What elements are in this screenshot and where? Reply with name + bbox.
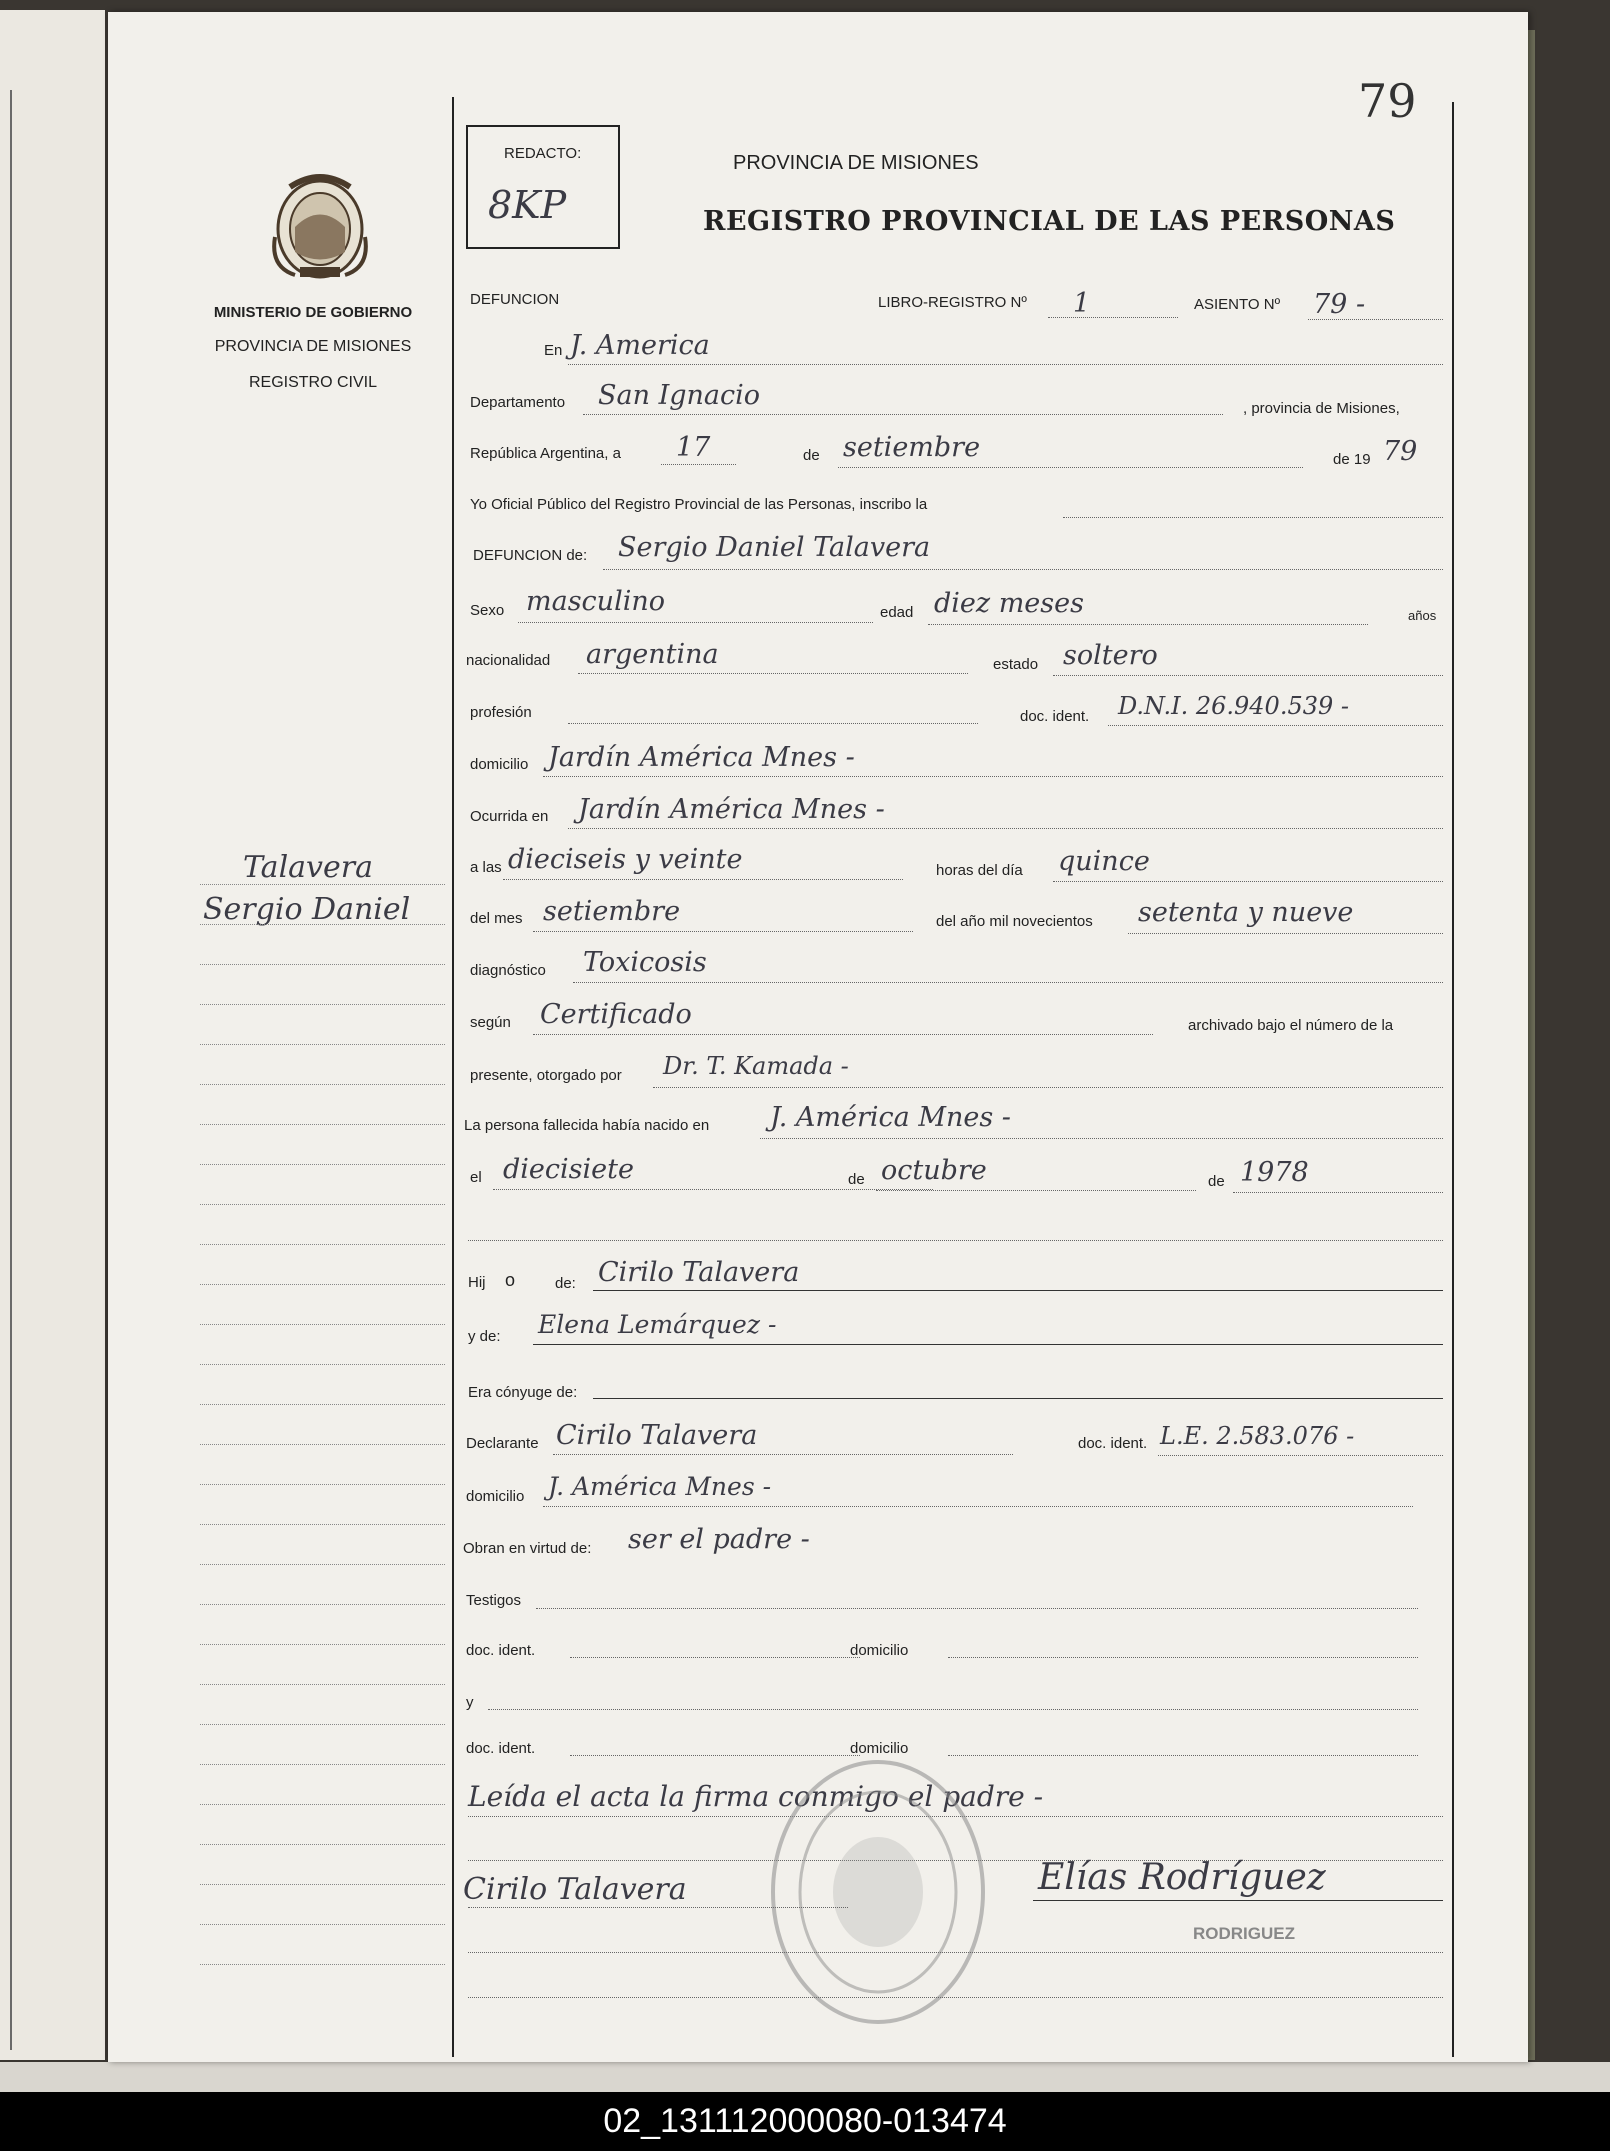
domicilio3-label: domicilio xyxy=(850,1642,909,1659)
hijo-label: Hij xyxy=(468,1274,486,1291)
de-anio-label: de xyxy=(1208,1173,1225,1190)
diagnostico-label: diagnóstico xyxy=(470,962,546,979)
register-page xyxy=(108,12,1528,2062)
defuncion-label: DEFUNCION xyxy=(470,291,560,308)
hijo-suffix: o xyxy=(505,1270,516,1290)
y-de-label: y de: xyxy=(468,1328,501,1345)
horas-label: horas del día xyxy=(936,862,1023,879)
hijo-de-label: de: xyxy=(555,1275,576,1292)
a-las-value: dieciseis y veinte xyxy=(508,844,743,875)
month-value: setiembre xyxy=(843,432,981,463)
asiento-label: ASIENTO Nº xyxy=(1194,296,1281,313)
leida-text: Leída el acta la firma conmigo el padre - xyxy=(468,1780,1044,1813)
firma-oficial: Elías Rodríguez xyxy=(1038,1857,1326,1898)
nacido-label: La persona fallecida había nacido en xyxy=(464,1117,710,1134)
departamento-value: San Ignacio xyxy=(598,380,761,411)
firma-declarante: Cirilo Talavera xyxy=(463,1872,687,1907)
sidebar-surname: Talavera xyxy=(243,850,373,885)
defuncion-de-value: Sergio Daniel Talavera xyxy=(618,532,931,563)
segun-label: según xyxy=(470,1014,511,1031)
anos-label: años xyxy=(1408,608,1437,623)
doc-ident-value: D.N.I. 26.940.539 - xyxy=(1118,692,1349,720)
del-anio-value: setenta y nueve xyxy=(1138,897,1354,928)
archivado-label: archivado bajo el número de la xyxy=(1188,1017,1394,1034)
presente-value: Dr. T. Kamada - xyxy=(663,1052,849,1080)
redacto-box xyxy=(466,125,620,249)
domicilio2-label: domicilio xyxy=(466,1488,525,1505)
doc2-label: doc. ident. xyxy=(466,1740,536,1757)
de-label: de xyxy=(803,447,820,464)
de-mes-label: de xyxy=(848,1171,865,1188)
sexo-value: masculino xyxy=(526,586,665,617)
del-mes-label: del mes xyxy=(470,910,523,927)
de-mes-value: octubre xyxy=(881,1155,987,1186)
sexo-label: Sexo xyxy=(470,602,505,619)
defuncion-de-label: DEFUNCION de: xyxy=(473,547,588,564)
de-anio-value: 1978 xyxy=(1240,1157,1309,1188)
edad-label: edad xyxy=(880,604,914,621)
sidebar-given-names: Sergio Daniel xyxy=(203,892,411,927)
profesion-label: profesión xyxy=(470,704,532,721)
domicilio-label: domicilio xyxy=(470,756,529,773)
left-page-rule xyxy=(10,90,12,2050)
a-las-label: a las xyxy=(470,859,502,876)
sidebar-province: PROVINCIA DE MISIONES xyxy=(214,338,412,355)
diagnostico-value: Toxicosis xyxy=(583,947,707,978)
departamento-label: Departamento xyxy=(470,394,566,411)
horas-value: quince xyxy=(1058,846,1150,877)
blank-line xyxy=(468,1240,1443,1241)
nacido-value: J. América Mnes - xyxy=(770,1102,1011,1133)
redacto-value: 8KP xyxy=(488,183,567,227)
header-province: PROVINCIA DE MISIONES xyxy=(733,152,979,174)
estado-label: estado xyxy=(993,656,1039,673)
hijo-de-value: Cirilo Talavera xyxy=(598,1257,800,1288)
doc-ident-label: doc. ident. xyxy=(1020,708,1090,725)
edad-value: diez meses xyxy=(934,588,1084,619)
nacionalidad-value: argentina xyxy=(586,639,719,670)
bottom-band xyxy=(0,2062,1610,2092)
nacionalidad-label: nacionalidad xyxy=(466,652,551,669)
right-margin-rule xyxy=(1452,102,1454,2057)
en-value: J. America xyxy=(570,330,710,361)
day-value: 17 xyxy=(676,432,711,463)
provincia-suffix: , provincia de Misiones, xyxy=(1243,400,1400,417)
declarante-doc-value: L.E. 2.583.076 - xyxy=(1160,1422,1355,1450)
del-anio-label: del año mil novecientos xyxy=(936,913,1093,930)
sidebar-ministry: MINISTERIO DE GOBIERNO xyxy=(213,304,413,321)
obran-label: Obran en virtud de: xyxy=(463,1540,592,1557)
left-facing-page xyxy=(0,10,105,2060)
year-value: 79 xyxy=(1383,436,1418,467)
el-value: diecisiete xyxy=(503,1154,634,1185)
redacto-label: REDACTO: xyxy=(504,145,582,162)
libro-value: 1 xyxy=(1073,288,1091,319)
coat-of-arms-icon xyxy=(265,167,375,287)
estado-value: soltero xyxy=(1063,640,1158,671)
republica-label: República Argentina, a xyxy=(470,445,621,462)
presente-label: presente, otorgado por xyxy=(470,1067,622,1084)
sello-oficial: RODRIGUEZ xyxy=(1193,1924,1295,1943)
el-label: el xyxy=(470,1169,482,1186)
segun-value: Certificado xyxy=(540,999,692,1030)
asiento-value: 79 - xyxy=(1313,289,1366,320)
footer-id-bar: 02_131112000080-013474 xyxy=(0,2092,1610,2151)
declarante-value: Cirilo Talavera xyxy=(556,1420,758,1451)
del-mes-value: setiembre xyxy=(543,896,681,927)
testigos-label: Testigos xyxy=(466,1592,522,1609)
libro-label: LIBRO-REGISTRO Nº xyxy=(878,294,1027,311)
y-de-value: Elena Lemárquez - xyxy=(538,1310,777,1339)
left-column-rule xyxy=(452,97,454,2057)
declarante-doc-label: doc. ident. xyxy=(1078,1435,1148,1452)
registry-seal-icon xyxy=(763,1752,993,2032)
header-title: REGISTRO PROVINCIAL DE LAS PERSONAS xyxy=(703,206,1396,237)
doc1-label: doc. ident. xyxy=(466,1642,536,1659)
page-number: 79 xyxy=(1358,74,1417,128)
declarante-label: Declarante xyxy=(466,1435,539,1452)
en-label: En xyxy=(544,342,563,359)
yo-oficial-text: Yo Oficial Público del Registro Provincial de las Personas, inscribo la xyxy=(470,496,928,513)
sidebar-registry: REGISTRO CIVIL xyxy=(248,374,378,391)
ocurrida-value: Jardín América Mnes - xyxy=(578,794,885,825)
ocurrida-label: Ocurrida en xyxy=(470,808,549,825)
y-label: y xyxy=(466,1694,474,1711)
domicilio2-value: J. América Mnes - xyxy=(548,1472,772,1501)
year-prefix: de 19 xyxy=(1333,451,1371,468)
domicilio4-label: domicilio xyxy=(850,1740,909,1757)
obran-value: ser el padre - xyxy=(628,1524,810,1555)
domicilio-value: Jardín América Mnes - xyxy=(548,742,855,773)
conyuge-label: Era cónyuge de: xyxy=(468,1384,578,1401)
